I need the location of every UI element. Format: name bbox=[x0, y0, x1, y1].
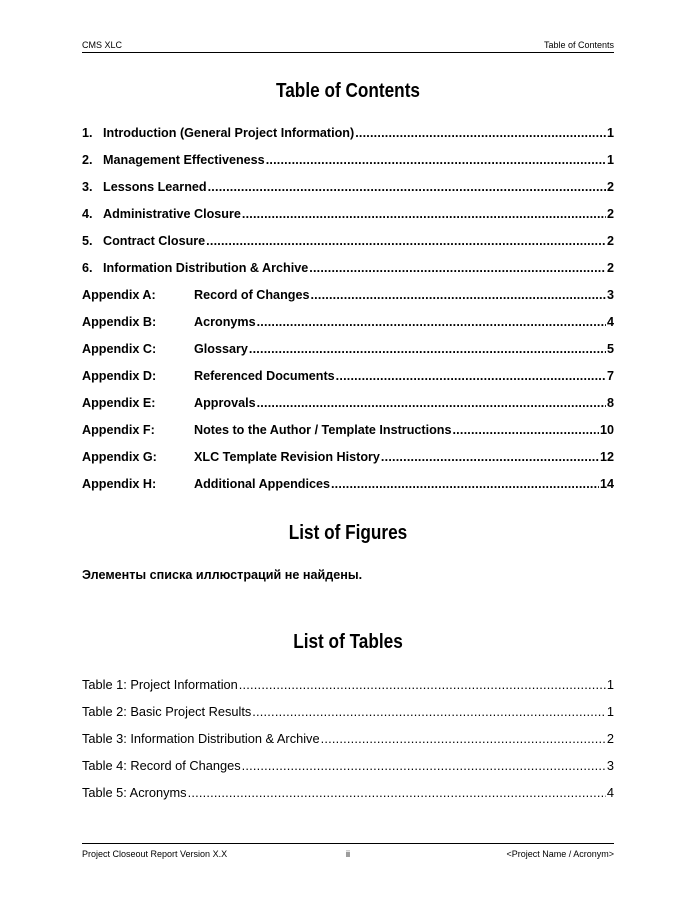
appendix-label: Glossary bbox=[194, 342, 248, 356]
appendix-page: 8 bbox=[606, 396, 614, 410]
leader-dots bbox=[252, 698, 606, 725]
toc-title: Table of Contents bbox=[276, 80, 420, 102]
toc-appendix-entry[interactable] bbox=[82, 417, 614, 444]
toc-entry-page: 2 bbox=[606, 234, 614, 248]
appendix-page: 5 bbox=[606, 342, 614, 356]
table-entry-label: Table 1: Project Information bbox=[82, 677, 238, 692]
toc-appendix-entry[interactable] bbox=[82, 390, 614, 417]
table-entry-page: 4 bbox=[606, 785, 614, 800]
appendix-label: Record of Changes bbox=[194, 288, 310, 302]
toc-appendix-entry[interactable] bbox=[82, 336, 614, 363]
appendix-id: Appendix A: bbox=[82, 288, 156, 302]
appendix-label: Acronyms bbox=[194, 315, 256, 329]
table-entry-label: Table 4: Record of Changes bbox=[82, 758, 241, 773]
toc-entry[interactable] bbox=[82, 228, 614, 255]
toc-entry[interactable] bbox=[82, 174, 614, 201]
toc-appendix-entry[interactable] bbox=[82, 363, 614, 390]
toc-entry-number: 4. bbox=[82, 207, 93, 221]
leader-dots bbox=[249, 336, 606, 363]
appendix-page: 10 bbox=[599, 423, 614, 437]
toc-entry[interactable] bbox=[82, 147, 614, 174]
toc-entry-page: 1 bbox=[606, 153, 614, 167]
footer-left: Project Closeout Report Version X.X bbox=[82, 849, 228, 859]
footer-page-number: ii bbox=[345, 849, 350, 859]
leader-dots bbox=[257, 390, 606, 417]
leader-dots bbox=[188, 779, 606, 806]
appendix-id: Appendix E: bbox=[82, 396, 156, 410]
table-list-entry[interactable] bbox=[82, 779, 614, 806]
toc-entry-label: Administrative Closure bbox=[103, 207, 241, 221]
table-list-entry[interactable] bbox=[82, 725, 614, 752]
leader-dots bbox=[266, 147, 606, 174]
toc-entry-number: 2. bbox=[82, 153, 93, 167]
toc-entry-number: 3. bbox=[82, 180, 93, 194]
toc-entry-label: Lessons Learned bbox=[103, 180, 207, 194]
appendix-id: Appendix B: bbox=[82, 315, 157, 329]
appendix-label: Referenced Documents bbox=[194, 369, 335, 383]
footer-right: <Project Name / Acronym> bbox=[506, 849, 614, 859]
leader-dots bbox=[208, 174, 606, 201]
page-header bbox=[82, 36, 614, 53]
table-list-entry[interactable] bbox=[82, 671, 614, 698]
no-figures-message: Элементы списка иллюстраций не найдены. bbox=[82, 568, 363, 582]
leader-dots bbox=[242, 752, 606, 779]
table-entry-page: 2 bbox=[606, 731, 614, 746]
leader-dots bbox=[206, 228, 606, 255]
leader-dots bbox=[310, 282, 606, 309]
toc-entry-page: 2 bbox=[606, 180, 614, 194]
table-entry-page: 1 bbox=[606, 677, 614, 692]
table-list-entry[interactable] bbox=[82, 752, 614, 779]
tables-title: List of Tables bbox=[293, 631, 403, 653]
appendix-page: 4 bbox=[606, 315, 614, 329]
toc-entry-label: Management Effectiveness bbox=[103, 153, 265, 167]
page-footer bbox=[82, 843, 614, 859]
toc-entry-page: 1 bbox=[606, 126, 614, 140]
toc-entry-page: 2 bbox=[606, 207, 614, 221]
tables-list bbox=[82, 671, 614, 806]
table-entry-page: 1 bbox=[606, 704, 614, 719]
leader-dots bbox=[242, 201, 606, 228]
toc-list bbox=[82, 120, 614, 498]
appendix-id: Appendix F: bbox=[82, 423, 155, 437]
toc-entry-number: 5. bbox=[82, 234, 93, 248]
figures-title: List of Figures bbox=[288, 522, 408, 544]
appendix-id: Appendix D: bbox=[82, 369, 157, 383]
toc-entry-page: 2 bbox=[606, 261, 614, 275]
toc-entry-label: Introduction (General Project Information) bbox=[103, 126, 355, 140]
toc-appendix-entry[interactable] bbox=[82, 471, 614, 498]
toc-entry[interactable] bbox=[82, 201, 614, 228]
appendix-id: Appendix C: bbox=[82, 342, 157, 356]
table-entry-label: Table 3: Information Distribution & Archive bbox=[82, 731, 320, 746]
toc-entry[interactable] bbox=[82, 255, 614, 282]
appendix-label: Additional Appendices bbox=[194, 477, 330, 491]
toc-appendix-entry[interactable] bbox=[82, 282, 614, 309]
appendix-page: 7 bbox=[606, 369, 614, 383]
leader-dots bbox=[257, 309, 606, 336]
header-left: CMS XLC bbox=[82, 40, 123, 50]
appendix-page: 3 bbox=[606, 288, 614, 302]
leader-dots bbox=[452, 417, 599, 444]
table-entry-label: Table 5: Acronyms bbox=[82, 785, 187, 800]
table-entry-page: 3 bbox=[606, 758, 614, 773]
toc-entry-label: Information Distribution & Archive bbox=[103, 261, 309, 275]
toc-appendix-entry[interactable] bbox=[82, 444, 614, 471]
appendix-label: Notes to the Author / Template Instructions bbox=[194, 423, 452, 437]
leader-dots bbox=[336, 363, 606, 390]
leader-dots bbox=[309, 255, 606, 282]
appendix-page: 14 bbox=[599, 477, 614, 491]
appendix-page: 12 bbox=[599, 450, 614, 464]
leader-dots bbox=[355, 120, 606, 147]
leader-dots bbox=[331, 471, 599, 498]
leader-dots bbox=[381, 444, 599, 471]
toc-entry-number: 6. bbox=[82, 261, 93, 275]
appendix-id: Appendix H: bbox=[82, 477, 157, 491]
leader-dots bbox=[321, 725, 606, 752]
table-entry-label: Table 2: Basic Project Results bbox=[82, 704, 252, 719]
table-list-entry[interactable] bbox=[82, 698, 614, 725]
appendix-id: Appendix G: bbox=[82, 450, 157, 464]
toc-entry-label: Contract Closure bbox=[103, 234, 206, 248]
leader-dots bbox=[239, 671, 606, 698]
appendix-label: XLC Template Revision History bbox=[194, 450, 380, 464]
header-right: Table of Contents bbox=[543, 40, 614, 50]
appendix-label: Approvals bbox=[194, 396, 256, 410]
toc-appendix-entry[interactable] bbox=[82, 309, 614, 336]
toc-entry-number: 1. bbox=[82, 126, 93, 140]
toc-entry[interactable] bbox=[82, 120, 614, 147]
